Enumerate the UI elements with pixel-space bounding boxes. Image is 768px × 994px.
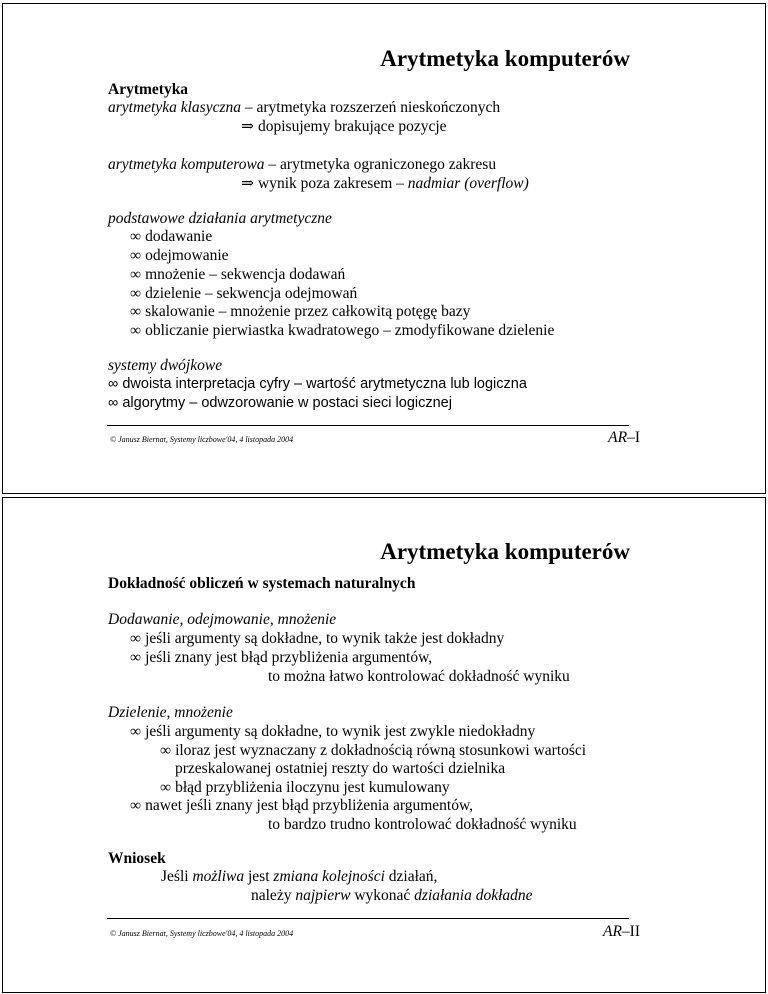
infinity-bullet-icon: ∞	[130, 285, 142, 302]
slide-1-title: Arytmetyka komputerów	[380, 46, 630, 71]
implies-icon: ⇒	[241, 118, 254, 135]
slide-1-page-number: AR–I	[608, 429, 640, 446]
slide-1-heading: Arytmetyka	[108, 81, 189, 98]
list-item: ∞ jeśli argumenty są dokładne, to wynik jest zwykle niedokładny	[130, 723, 536, 740]
infinity-bullet-icon: ∞	[130, 723, 142, 740]
overflow-term: nadmiar (overflow)	[407, 175, 529, 192]
list-item: ∞ mnożenie – sekwencja dodawań	[130, 266, 346, 283]
computer-consequence-line	[241, 175, 529, 193]
infinity-bullet-icon: ∞	[108, 376, 119, 392]
list-item: ∞ jeśli argumenty są dokładne, to wynik także jest dokładny	[130, 630, 505, 647]
computer-consequence: wynik poza zakresem –	[258, 175, 408, 192]
infinity-bullet-icon: ∞	[108, 395, 119, 411]
list-item: ∞ algorytmy – odwzorowanie w postaci sieci logicznej	[108, 395, 452, 411]
infinity-bullet-icon: ∞	[160, 742, 172, 759]
infinity-bullet-icon: ∞	[130, 322, 142, 339]
classic-arithmetic-line	[108, 99, 500, 117]
list-item: ∞ dwoista interpretacja cyfry – wartość arytmetyczna lub logiczna	[108, 376, 527, 392]
list-item: ∞ błąd przybliżenia iloczynu jest kumulowany	[160, 779, 450, 796]
infinity-bullet-icon: ∞	[130, 247, 142, 264]
infinity-bullet-icon: ∞	[160, 779, 172, 796]
binary-heading: systemy dwójkowe	[108, 357, 223, 374]
list-item: ∞ jeśli znany jest błąd przybliżenia argumentów,	[130, 649, 433, 666]
sec1-continuation: to można łatwo kontrolować dokładność wyniku	[268, 668, 570, 685]
slide-2-heading: Dokładność obliczeń w systemach naturalnych	[108, 575, 416, 592]
list-item: ∞ skalowanie – mnożenie przez całkowitą potęgę bazy	[130, 303, 471, 320]
classic-consequence-line	[241, 118, 447, 136]
computer-arithmetic-line	[108, 156, 496, 174]
infinity-bullet-icon: ∞	[130, 630, 142, 647]
infinity-bullet-icon: ∞	[130, 266, 142, 283]
sec2-sub1-continuation: przeskalowanej ostatniej reszty do wartości dzielnika	[175, 760, 506, 777]
list-item: ∞ dodawanie	[130, 228, 213, 245]
slide-2-page-number: AR–II	[602, 923, 640, 940]
list-item: ∞ obliczanie pierwiastka kwadratowego – zmodyfikowane dzielenie	[130, 322, 555, 339]
slide-1-footer: © Janusz Biernat, Systemy liczbowe'04, 4 listopada 2004	[110, 435, 294, 444]
infinity-bullet-icon: ∞	[130, 649, 142, 666]
conclusion-line-1: Jeśli możliwa jest zmiana kolejności działań,	[161, 868, 438, 885]
infinity-bullet-icon: ∞	[130, 797, 142, 814]
basic-ops-heading: podstawowe działania arytmetyczne	[108, 210, 332, 227]
conclusion-heading: Wniosek	[108, 850, 166, 867]
classic-consequence: dopisujemy brakujące pozycje	[258, 118, 447, 135]
sec2-item2-continuation: to bardzo trudno kontrolować dokładność wyniku	[268, 816, 577, 833]
list-item: ∞ dzielenie – sekwencja odejmowań	[130, 285, 358, 302]
slide-1	[2, 3, 766, 494]
slide-2-footer: © Janusz Biernat, Systemy liczbowe'04, 4 listopada 2004	[110, 929, 294, 938]
conclusion-line-2: należy najpierw wykonać działania dokładne	[251, 887, 533, 904]
slide-2-title: Arytmetyka komputerów	[380, 539, 630, 564]
sec1-heading: Dodawanie, odejmowanie, mnożenie	[108, 611, 337, 628]
computer-description: – arytmetyka ograniczonego zakresu	[264, 156, 497, 173]
list-item: ∞ iloraz jest wyznaczany z dokładnością równą stosunkowi wartości	[160, 742, 587, 759]
list-item: ∞ odejmowanie	[130, 247, 229, 264]
implies-icon: ⇒	[241, 175, 254, 192]
computer-term: arytmetyka komputerowa	[108, 156, 265, 173]
infinity-bullet-icon: ∞	[130, 303, 142, 320]
list-item: ∞ nawet jeśli znany jest błąd przybliżenia argumentów,	[130, 797, 474, 814]
classic-description: – arytmetyka rozszerzeń nieskończonych	[241, 99, 501, 116]
footer-rule	[107, 918, 629, 919]
footer-rule	[107, 425, 629, 426]
infinity-bullet-icon: ∞	[130, 228, 142, 245]
classic-term: arytmetyka klasyczna	[108, 99, 241, 116]
sec2-heading: Dzielenie, mnożenie	[108, 704, 233, 721]
